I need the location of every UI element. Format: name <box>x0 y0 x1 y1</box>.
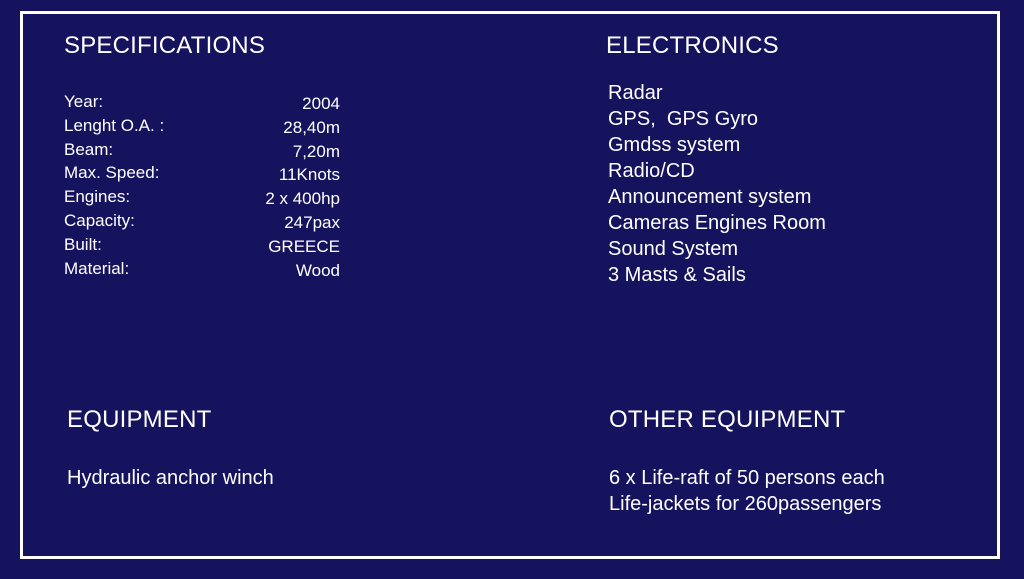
equipment-list <box>67 465 274 491</box>
equipment-heading: EQUIPMENT <box>67 406 212 433</box>
list-item: Announcement system <box>608 186 812 208</box>
spec-label: Engines: <box>64 187 131 207</box>
specifications-heading: SPECIFICATIONS <box>64 32 266 59</box>
list-item: Hydraulic anchor winch <box>67 467 274 489</box>
spec-value: 247pax <box>284 212 340 232</box>
spec-row-built <box>64 235 340 259</box>
spec-label: Lenght O.A. : <box>64 115 165 135</box>
list-item: Radar <box>608 82 663 104</box>
electronics-heading: ELECTRONICS <box>606 32 779 59</box>
spec-label: Built: <box>64 234 102 254</box>
spec-row-engines <box>64 187 340 211</box>
list-item: Cameras Engines Room <box>608 212 826 234</box>
list-item: Radio/CD <box>608 160 695 182</box>
spec-value: Wood <box>295 260 340 280</box>
other-equipment-list <box>609 465 885 517</box>
spec-label: Beam: <box>64 139 114 159</box>
spec-value: 11Knots <box>278 165 340 185</box>
list-item: Sound System <box>608 238 739 260</box>
spec-row-capacity <box>64 211 340 235</box>
other-equipment-heading: OTHER EQUIPMENT <box>609 406 846 433</box>
list-item: 3 Masts & Sails <box>608 264 746 286</box>
spec-label: Max. Speed: <box>64 163 160 183</box>
spec-value: 28,40m <box>283 117 340 137</box>
electronics-list <box>608 80 826 288</box>
spec-value: 7,20m <box>292 141 340 161</box>
spec-value: 2004 <box>302 94 340 113</box>
spec-row-beam <box>64 140 340 164</box>
list-item: Gmdss system <box>608 134 741 156</box>
list-item: Life-jackets for 260passengers <box>609 493 882 515</box>
spec-row-year <box>64 92 340 116</box>
spec-label: Year: <box>64 92 104 111</box>
spec-row-max-speed <box>64 163 340 187</box>
spec-row-length <box>64 116 340 140</box>
list-item: 6 x Life-raft of 50 persons each <box>609 467 885 489</box>
spec-label: Capacity: <box>64 210 135 230</box>
list-item: GPS, GPS Gyro <box>608 108 759 130</box>
spec-label: Material: <box>64 258 130 278</box>
spec-value: 2 x 400hp <box>265 189 340 209</box>
spec-value: GREECE <box>268 236 340 256</box>
specifications-table <box>64 92 340 282</box>
spec-row-material <box>64 259 340 283</box>
